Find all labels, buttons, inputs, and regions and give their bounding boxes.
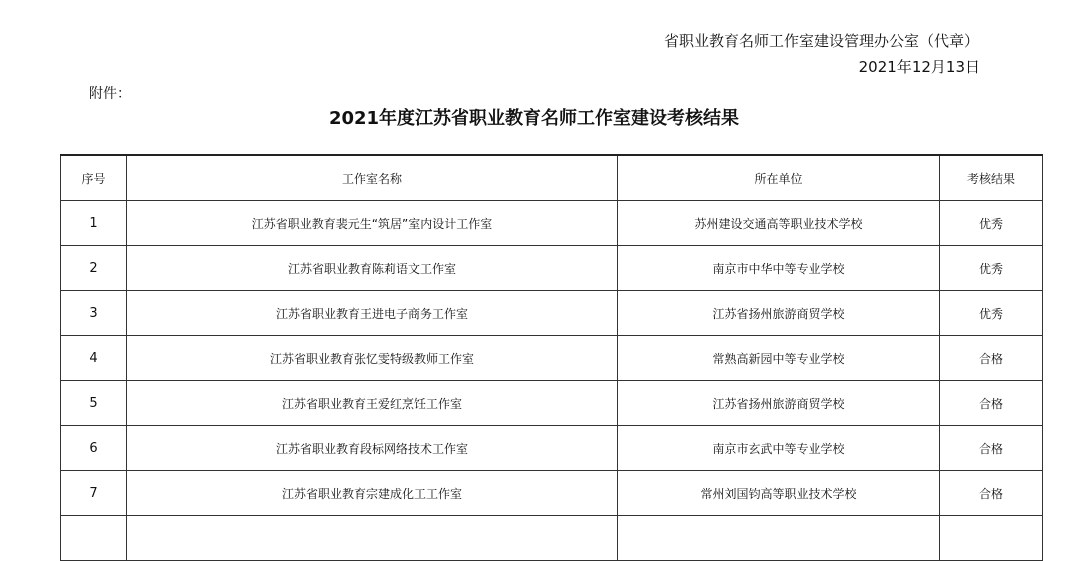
table-row bbox=[61, 246, 1043, 291]
result: 优秀 bbox=[940, 201, 1043, 246]
row-number: 3 bbox=[61, 291, 127, 336]
studio-name: 江苏省职业教育裴元生“筑居”室内设计工作室 bbox=[127, 201, 618, 246]
unit-name bbox=[618, 516, 940, 561]
table-row bbox=[61, 471, 1043, 516]
unit-name: 常州刘国钧高等职业技术学校 bbox=[618, 471, 940, 516]
column-header-result: 考核结果 bbox=[940, 155, 1043, 201]
studio-name: 江苏省职业教育王爱红烹饪工作室 bbox=[127, 381, 618, 426]
result: 优秀 bbox=[940, 291, 1043, 336]
column-header-studio-name: 工作室名称 bbox=[127, 155, 618, 201]
table-row bbox=[61, 201, 1043, 246]
result: 优秀 bbox=[940, 246, 1043, 291]
unit-name: 江苏省扬州旅游商贸学校 bbox=[618, 291, 940, 336]
table-row bbox=[61, 381, 1043, 426]
result: 合格 bbox=[940, 381, 1043, 426]
studio-name: 江苏省职业教育张忆雯特级教师工作室 bbox=[127, 336, 618, 381]
row-number: 1 bbox=[61, 201, 127, 246]
issuer-signature: 省职业教育名师工作室建设管理办公室（代章） bbox=[663, 32, 979, 50]
row-number bbox=[61, 516, 127, 561]
studio-name: 江苏省职业教育段标网络技术工作室 bbox=[127, 426, 618, 471]
result: 合格 bbox=[940, 336, 1043, 381]
result: 合格 bbox=[940, 471, 1043, 516]
unit-name: 南京市中华中等专业学校 bbox=[618, 246, 940, 291]
attachment-label: 附件： bbox=[89, 86, 131, 102]
document-title: 2021年度江苏省职业教育名师工作室建设考核结果 bbox=[328, 108, 740, 129]
row-number: 6 bbox=[61, 426, 127, 471]
table-row bbox=[61, 336, 1043, 381]
table-header-row bbox=[61, 155, 1043, 201]
results-table bbox=[60, 154, 1043, 561]
column-header-number: 序号 bbox=[61, 155, 127, 201]
row-number: 7 bbox=[61, 471, 127, 516]
table-row-partial bbox=[61, 516, 1043, 561]
unit-name: 苏州建设交通高等职业技术学校 bbox=[618, 201, 940, 246]
unit-name: 江苏省扬州旅游商贸学校 bbox=[618, 381, 940, 426]
table-row bbox=[61, 291, 1043, 336]
result bbox=[940, 516, 1043, 561]
studio-name bbox=[127, 516, 618, 561]
row-number: 2 bbox=[61, 246, 127, 291]
issue-date: 2021年12月13日 bbox=[858, 58, 980, 76]
table-row bbox=[61, 426, 1043, 471]
row-number: 5 bbox=[61, 381, 127, 426]
studio-name: 江苏省职业教育宗建成化工工作室 bbox=[127, 471, 618, 516]
studio-name: 江苏省职业教育陈莉语文工作室 bbox=[127, 246, 618, 291]
unit-name: 南京市玄武中等专业学校 bbox=[618, 426, 940, 471]
result: 合格 bbox=[940, 426, 1043, 471]
column-header-unit: 所在单位 bbox=[618, 155, 940, 201]
row-number: 4 bbox=[61, 336, 127, 381]
studio-name: 江苏省职业教育王进电子商务工作室 bbox=[127, 291, 618, 336]
unit-name: 常熟高新园中等专业学校 bbox=[618, 336, 940, 381]
